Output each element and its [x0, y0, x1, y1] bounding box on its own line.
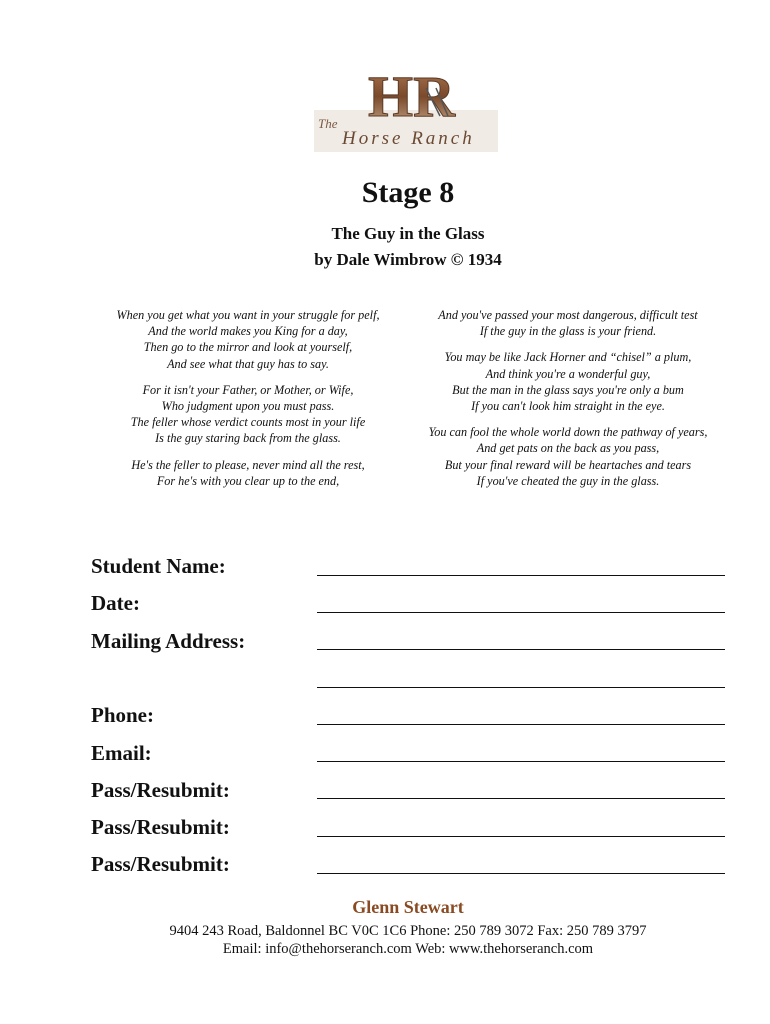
poem-line: If you can't look him straight in the eye. — [471, 399, 665, 414]
poem-line: For it isn't your Father, or Mother, or Wife, — [142, 382, 354, 397]
poem-line: And the world makes you King for a day, — [148, 324, 348, 339]
poem-line: And you've passed your most dangerous, difficult test — [438, 308, 698, 322]
footer-address: 9404 243 Road, Baldonnel BC V0C 1C6 Phone: 250 789 3072 Fax: 250 789 3797 — [169, 923, 647, 939]
student-name-field[interactable] — [317, 575, 725, 576]
student-name-label: Student Name: — [91, 554, 226, 578]
poem-line: And get pats on the back as you pass, — [476, 441, 660, 456]
poem-line: You may be like Jack Horner and “chisel” a plum, — [444, 350, 692, 365]
date-label: Date: — [91, 591, 140, 615]
poem-line: The feller whose verdict counts most in your life — [130, 415, 366, 430]
poem-line: And see what that guy has to say. — [167, 356, 329, 371]
horse-ranch-logo — [314, 58, 498, 154]
poem-stanza — [98, 307, 398, 372]
poem-stanza — [98, 382, 398, 447]
poem-stanza — [98, 457, 398, 489]
mailing-address-line2-field[interactable] — [317, 687, 725, 688]
svg-text:The: The — [318, 116, 338, 131]
svg-text:Horse Ranch: Horse Ranch — [342, 128, 475, 149]
email-label: Email: — [91, 741, 152, 765]
poem-line: Who judgment upon you must pass. — [161, 399, 335, 414]
date-field[interactable] — [317, 612, 725, 613]
poem-line: But the man in the glass says you're only a bum — [452, 382, 684, 397]
pass-resubmit-1-field[interactable] — [317, 798, 725, 799]
poem-author: by Dale Wimbrow © 1934 — [314, 250, 502, 269]
poem-line: Then go to the mirror and look at yourself, — [143, 340, 353, 355]
poem-right-column — [418, 307, 718, 499]
poem-stanza — [418, 349, 718, 414]
poem-left-column — [98, 307, 398, 499]
phone-field[interactable] — [317, 724, 725, 725]
poem-title: The Guy in the Glass — [331, 224, 485, 243]
poem-line: When you get what you want in your struggle for pelf, — [116, 308, 380, 322]
footer-contact: Email: info@thehorseranch.com Web: www.thehorseranch.com — [222, 941, 594, 957]
mailing-address-label: Mailing Address: — [91, 629, 246, 653]
poem-line: If the guy in the glass is your friend. — [479, 324, 657, 339]
footer-name: Glenn Stewart — [352, 897, 464, 917]
stage-title: Stage 8 — [361, 176, 455, 209]
svg-text:HR: HR — [368, 64, 455, 129]
poem-line: If you've cheated the guy in the glass. — [476, 473, 660, 488]
mailing-address-field[interactable] — [317, 649, 725, 650]
pass-resubmit-2-field[interactable] — [317, 836, 725, 837]
pass-resubmit-1-label: Pass/Resubmit: — [91, 778, 230, 802]
poem-line: Is the guy staring back from the glass. — [155, 431, 341, 446]
poem-line: For he's with you clear up to the end, — [156, 473, 340, 488]
poem-line: He's the feller to please, never mind all the rest, — [131, 457, 365, 472]
poem-line: But your final reward will be heartaches and tears — [444, 457, 692, 472]
poem-stanza — [418, 424, 718, 489]
poem-line: And think you're a wonderful guy, — [485, 366, 651, 381]
pass-resubmit-3-field[interactable] — [317, 873, 725, 874]
email-field[interactable] — [317, 761, 725, 762]
poem-line: You can fool the whole world down the pathway of years, — [428, 425, 708, 440]
poem-stanza — [418, 307, 718, 339]
pass-resubmit-2-label: Pass/Resubmit: — [91, 815, 230, 839]
pass-resubmit-3-label: Pass/Resubmit: — [91, 852, 230, 876]
phone-label: Phone: — [91, 703, 154, 727]
